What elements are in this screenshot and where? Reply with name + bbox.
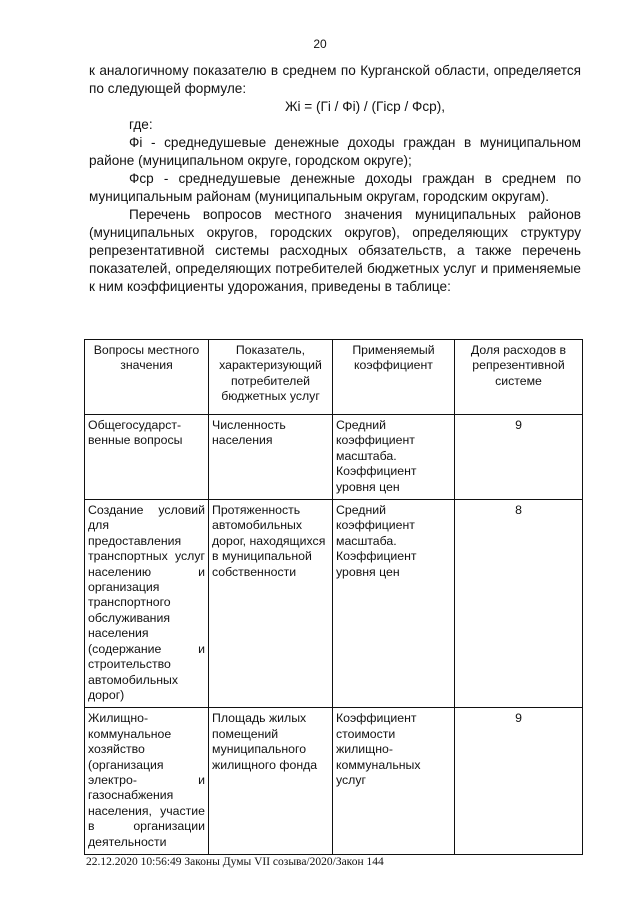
table-row: [85, 415, 583, 500]
table-row: [85, 708, 583, 855]
cell-question: Общегосударст-венные вопросы: [85, 415, 209, 500]
cell-share: 9: [455, 708, 583, 855]
expense-structure-table: [84, 339, 583, 855]
cell-coefficient: Средний коэффициент масштаба. Коэффициент уровня цен: [333, 415, 455, 500]
header-share: Доля расходов в репрезентивной системе: [455, 340, 583, 415]
cell-coefficient: Коэффициент стоимости жилищно-коммунальных услуг: [333, 708, 455, 855]
cell-indicator: Численность населения: [209, 415, 333, 500]
header-question: Вопросы местного значения: [85, 340, 209, 415]
definition-phi-cp: Фср - среднедушевые денежные доходы граждан в среднем по муниципальным районам (муниципальным округам, городским округам).: [89, 171, 581, 204]
body-text: [89, 62, 581, 296]
cell-share: 8: [455, 500, 583, 708]
cell-question: Создание условий для предоставления транспортных услуг населению и организация транспортного обслуживания населения (содержание и строительство автомобильных дорог): [85, 500, 209, 708]
formula: Жi = (Гi / Фi) / (Гicp / Фср),: [284, 99, 446, 114]
page-number: 20: [313, 37, 327, 51]
cell-indicator: Протяженность автомобильных дорог, находящихся в муниципальной собственности: [209, 500, 333, 708]
where-label: где:: [129, 117, 153, 132]
cell-coefficient: Средний коэффициент масштаба. Коэффициент уровня цен: [333, 500, 455, 708]
paragraph-list-intro: Перечень вопросов местного значения муниципальных районов (муниципальных округов, городских округов), определяющих структуру репрезентативной системы расходных обязательств, а также перечень показателей, определяющих потребителей бюджетных услуг и применяемые к ним коэффициенты удорожания, приведены в таблице:: [89, 207, 581, 294]
cell-share: 9: [455, 415, 583, 500]
table-header-row: [85, 340, 583, 415]
header-indicator: Показатель, характеризующий потребителей бюджетных услуг: [209, 340, 333, 415]
definition-phi-i: Фi - среднедушевые денежные доходы граждан в муниципальном районе (муниципальном округе, городском округе);: [89, 135, 581, 168]
cell-indicator: Площадь жилых помещений муниципального жилищного фонда: [209, 708, 333, 855]
footer-stamp: 22.12.2020 10:56:49 Законы Думы VII созыва/2020/Закон 144: [86, 856, 384, 868]
cell-question: Жилищно-коммунальное хозяйство (организация электро- и газоснабжения населения, участие в организации деятельности: [85, 708, 209, 855]
paragraph-intro: к аналогичному показателю в среднем по Курганской области, определяется по следующей формуле:: [89, 63, 581, 96]
header-coefficient: Применяемый коэффициент: [333, 340, 455, 415]
table-row: [85, 500, 583, 708]
